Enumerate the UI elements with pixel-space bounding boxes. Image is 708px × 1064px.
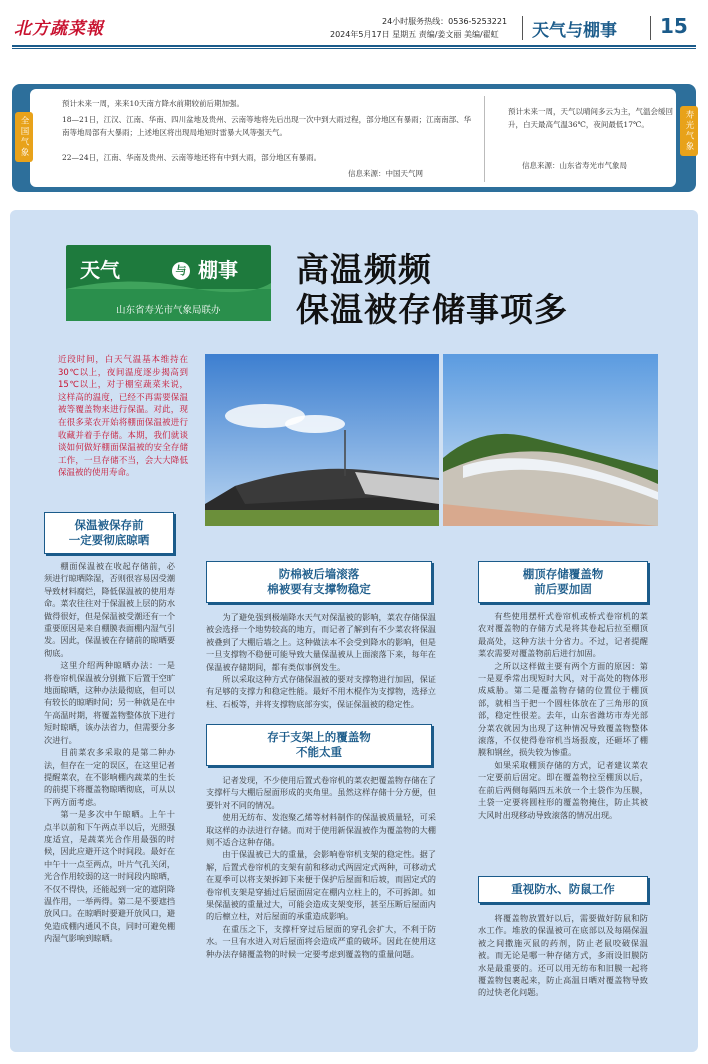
dateline: 2024年5月17日 星期五 责编/姜文丽 美编/翟虹 [330, 30, 499, 39]
heading-line: 不能太重 [296, 745, 342, 759]
section-body-right2 [478, 912, 648, 999]
section-body-left [44, 560, 175, 945]
heading-line: 存于支架上的覆盖物 [267, 730, 371, 744]
logo-subtitle: 山东省寿光市气象局联办 [116, 305, 221, 316]
logo-title-weather: 天气 [80, 258, 120, 282]
national-forecast-p3: 22—24日，江南、华南及贵州、云南等地还将有中到大雨，部分地区有暴雨。 [62, 153, 322, 162]
heading-line: 保温被保存前 [74, 518, 144, 532]
heading-line: 一定要彻底晾晒 [68, 533, 150, 547]
heading-prevent-falling [206, 561, 432, 603]
section-body-right1 [478, 610, 648, 821]
logo-title-greenhouse: 棚事 [198, 258, 238, 282]
national-forecast-p2: 18—21日，江汉、江南、华南、四川盆地及贵州、云南等地将先后出现一次中到大雨过程，部分地区有暴雨；江南南部、华南等地局部有大暴雨；上述地区将出现局地短时雷暴大风等强天气。 [62, 115, 472, 137]
heading-not-too-heavy [206, 724, 432, 766]
photo-greenhouse-quilt [205, 354, 439, 526]
paragraph: 由于保温被已大的重量，会影响卷帘机支架的稳定性。据了解，后置式卷帘机的支架有前和移动式两固定式两种，可移动式在夏季可以将支架拆卸下来便于保护后屋面和后坡，而固定式的卷帘机支架是穿插过后屋面固定在棚内立柱上的，不可拆卸。如果保温被的重量过大，可能会造成支架变形，甚至压断后屋面内的后檩立柱，对后屋面的承重造成影响。 [206, 849, 436, 922]
shouguang-forecast: 预计未来一周，天气以晴间多云为主，气温会缓回升，白天最高气温36℃，夜间最低17℃。 [508, 107, 673, 129]
logo-circle: 与 [172, 262, 190, 280]
heading-line: 棚顶存储覆盖物 [522, 567, 604, 581]
shouguang-weather-tab: 寿光气象 [680, 106, 698, 156]
national-forecast-p1: 预计未来一周，来来10天南方降水前期较前后期加强。 [62, 99, 245, 108]
heading-line: 棉被要有支撑物稳定 [267, 582, 371, 596]
section-body-mid1 [206, 611, 436, 710]
page-number: 15 [660, 14, 688, 38]
national-weather-tab: 全国气象 [15, 112, 33, 162]
paragraph: 棚面保温被在收起存储前，必须进行晾晒除湿，否则很容易因受潮导致材料腐烂，降低保温被的使用寿命。菜农往往对于保温被上层的防水做得很好，但是保温被受潮还有一个重要原因是来自棚膜表面棚内湿气引发。因此，保温被在存储前的晾晒要彻底。 [44, 561, 176, 658]
paragraph: 如果采取棚顶存储的方式，记者建议菜农一定要前后固定。即在覆盖物拉至棚顶以后，在前后两侧每隔四五米放一个土袋作为压膜，土袋一定要将圆柱形的覆盖物掩住，防止其被大风时出现移动导致滚落的情况出现。 [478, 759, 648, 820]
paragraph: 之所以这样做主要有两个方面的原因：第一是夏季常出现短时大风，对于高处的物体形成威胁。第二是覆盖物存储的位置位于棚顶部，就相当于把一个圆柱体放在了三角形的顶部，稳定性很差。去年，山东省潍坊市寿光部分菜农就因为出现了这种情况导致覆盖物整体滚落，不仅使得卷帘机当场报废，还砸坏了棚膜和钢丝，损失较为惨重。 [478, 660, 648, 758]
lead-paragraph: 近段时间，白天气温基本维持在30℃以上，夜间温度逐步揭高到15℃以上，对于棚室蔬菜来说，这样高的温度，已经不再需要保温被等覆盖物来进行保温。对此，现在很多菜农开始将棚面保温被进行收藏并着手存储。本期，我们就谈谈如何做好棚面保温被的安全存储工作，一旦存储不当，会大大降低保温被的使用寿命。 [58, 355, 188, 479]
header-rule-thin [12, 48, 696, 49]
heading-line: 前后要加固 [534, 582, 592, 596]
paragraph: 目前菜农多采取的是第二种办法，但存在一定的误区，在这里记者提醒菜农，在不影响棚内蔬菜的生长的前提下将覆盖物晾晒彻底，可从以下两方面考虑。 [44, 747, 176, 807]
heading-roof-storage [478, 561, 648, 603]
paragraph: 记者发现，不少使用后置式卷帘机的菜农把覆盖物存储在了支撑杆与大棚后屋面形成的夹角里。虽然这样存储十分方便，但要针对不同的情况。 [206, 775, 436, 810]
strip-divider [484, 96, 485, 182]
paragraph: 将覆盖物放置好以后，需要做好防鼠和防水工作。堆放的保温被可在底部以及每隔保温被之间撒施灭鼠的药剂，防止老鼠咬破保温被。而无论是哪一种存储方式，多雨设旧膜防水是最重要的。还可以用无纺布和旧膜一起将覆盖物包裹起来，防止高温日晒对覆盖物导致的过快老化问题。 [478, 913, 648, 998]
paragraph: 这里介绍两种晾晒办法：一是将卷帘机保温被分别撤下后置于空旷地面晾晒，这种办法最彻底，但可以有较长的晾晒时间；另一种就是在中午高温时期，将覆盖物整体放下进行短时晾晒，该办法省力，但需要分多次进行。 [44, 660, 176, 745]
heading-dry-before-storage [44, 512, 174, 554]
headline-line2: 保温被存储事项多 [296, 290, 568, 329]
paragraph: 所以采取这种方式存储保温被的要对支撑物进行加固，保证有足够的支撑力和稳定性能。最好不用木棍作为支撑物，选择立柱、石板等，并将支撑物底部夯实，保证保温被的稳定性。 [206, 674, 436, 709]
national-forecast-source: 信息来源：中国天气网 [348, 169, 423, 178]
paragraph: 第一是多次中午晾晒。上午十点半以前和下午两点半以后，光照强度适宜，是蔬菜光合作用最强的时候，因此应避开这个时间段。最好在中午十一点至两点，叶片气孔关闭，光合作用较弱的这一时间段内晾晒，不仅不得快，还能起到一定的遮阴降温作用，一举两得。第二是不要遮挡放风口。在晾晒时要避开放风口，避免造成棚内通风不良，同时可避免棚内湿气影响到晾晒。 [44, 809, 176, 944]
hotline: 24小时服务热线：0536-5253221 [382, 17, 508, 26]
header-divider [522, 16, 523, 40]
paragraph: 在重压之下，支撑杆穿过后屋面的穿孔会扩大，不利于防水。一旦有水进入对后屋面将会造成严重的破坏。因此在使用这种办法存储覆盖物的时候一定要考虑到覆盖物的重量问题。 [206, 923, 436, 959]
header-divider-2 [650, 16, 651, 40]
headline-line1: 高温频频 [296, 250, 432, 289]
header-rule [12, 45, 696, 47]
photo-greenhouse-film [443, 354, 658, 526]
heading-waterproof-rodent [478, 876, 648, 903]
section-body-mid2 [206, 774, 436, 960]
shouguang-forecast-source: 信息来源：山东省寿光市气象局 [522, 161, 627, 170]
heading-line: 防棉被后墙滚落 [278, 567, 360, 581]
heading-line: 重视防水、防鼠工作 [511, 882, 615, 896]
paragraph: 为了避免强到极端降水天气对保温被的影响，菜农存储保温被会选择一个地势较高的地方，而记者了解到有不少菜农将保温被叠到了大棚后墙之上。这种做法本不会受到降水的影响，但是一旦支撑物不稳便可能导致大量保温被从上面滚落下来，每年在保温被存储期间，都有类似事例发生。 [206, 612, 436, 672]
paragraph: 有些使用摆杆式卷帘机或桥式卷帘机的菜农对覆盖物的存储方式是将其卷起后拉至棚顶最高处，这种方法十分省力。不过，记者提醒菜农需要对覆盖物前后进行加固。 [478, 611, 648, 659]
paragraph: 使用无纺布、发泡聚乙烯等材料制作的保温被质量轻，可采取这样的办法进行存储。而对于使用新保温被作为覆盖物的大棚则不适合这种存储。 [206, 812, 436, 848]
masthead: 北方蔬菜報 [14, 19, 104, 39]
section-name: 天气与棚事 [532, 21, 617, 41]
